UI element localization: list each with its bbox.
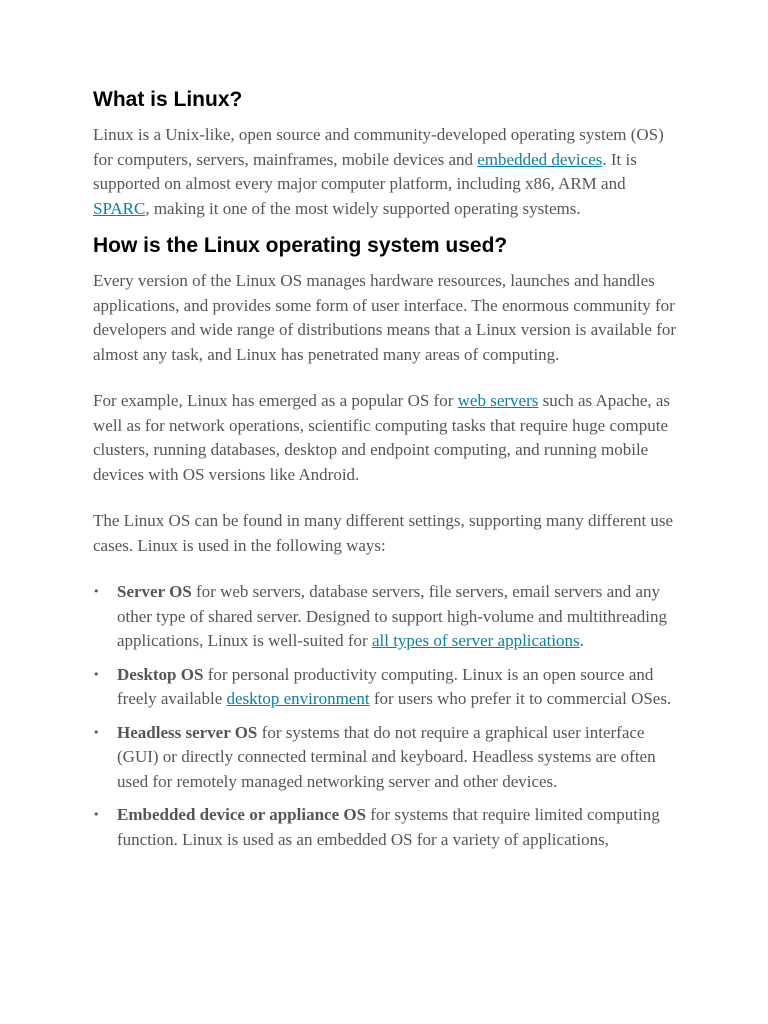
heading-what-is-linux: What is Linux? bbox=[93, 88, 243, 111]
link-sparc[interactable]: SPARC bbox=[93, 198, 146, 218]
term-desktop-os: Desktop OS bbox=[117, 664, 204, 684]
list-item-embedded-os bbox=[93, 803, 677, 852]
usage-p2-text-1: For example, Linux has emerged as a popular OS for bbox=[93, 391, 458, 410]
link-embedded-devices[interactable]: embedded devices bbox=[477, 149, 603, 169]
term-headless-server-os: Headless server OS bbox=[117, 722, 258, 742]
link-desktop-environment[interactable]: desktop environment bbox=[226, 689, 370, 708]
server-os-text-1: for web servers, database servers, file servers, email servers and any other type of shared server. Designed to support high-volume and multithreading applications, Linux is well-suited for bbox=[117, 582, 668, 650]
usage-paragraph-1: Every version of the Linux OS manages hardware resources, launches and handles applications, and provides some form of user interface. The enormous community for developers and wide range of distributions means that a Linux version is available for almost any task, and Linux has penetrated many areas of computing. bbox=[93, 271, 677, 364]
embedded-os-text: for systems that require limited computing function. Linux is used as an embedded OS for a variety of applications, bbox=[117, 805, 660, 849]
heading-how-is-linux-used: How is the Linux operating system used? bbox=[93, 234, 508, 257]
bullet-icon: • bbox=[93, 585, 100, 598]
desktop-os-text-1: for personal productivity computing. Linux is an open source and freely available bbox=[117, 664, 654, 708]
bullet-icon: • bbox=[93, 725, 100, 739]
headless-os-text: for systems that do not require a graphical user interface (GUI) or directly connected terminal and keyboard. Headless systems are often used for remotely managed networking server and other devices. bbox=[117, 722, 656, 791]
link-all-types-of-server-applications[interactable]: all types of server applications bbox=[371, 631, 580, 650]
bullet-icon: • bbox=[93, 808, 100, 821]
desktop-os-text-2: for users who prefer it to commercial OSes. bbox=[369, 689, 672, 708]
list-item-server-os bbox=[93, 580, 677, 654]
list-item-desktop-os bbox=[93, 663, 677, 712]
usage-p2-text-2: such as Apache, as well as for network operations, scientific computing tasks that require huge compute clusters, running databases, desktop and endpoint computing, and running mobile devices with OS versions like Android. bbox=[93, 391, 671, 484]
intro-text-3: , making it one of the most widely supported operating systems. bbox=[145, 198, 581, 218]
server-os-text-2: . bbox=[579, 631, 584, 650]
link-web-servers[interactable]: web servers bbox=[457, 391, 539, 410]
intro-text-1: Linux is a Unix-like, open source and community-developed operating system (OS) for computers, servers, mainframes, mobile devices and bbox=[93, 125, 664, 169]
term-server-os: Server OS bbox=[117, 582, 192, 601]
term-embedded-os: Embedded device or appliance OS bbox=[117, 805, 367, 824]
intro-text-2: . It is supported on almost every major computer platform, including x86, ARM and bbox=[93, 149, 637, 193]
article-body bbox=[93, 86, 677, 861]
list-item-headless-server-os bbox=[93, 721, 677, 795]
usage-paragraph-3: The Linux OS can be found in many different settings, supporting many different use cases. Linux is used in the following ways: bbox=[93, 511, 674, 555]
intro-paragraph bbox=[93, 123, 677, 221]
usage-paragraph-2 bbox=[93, 389, 677, 487]
bullet-icon: • bbox=[93, 667, 100, 681]
use-case-list bbox=[93, 580, 677, 852]
